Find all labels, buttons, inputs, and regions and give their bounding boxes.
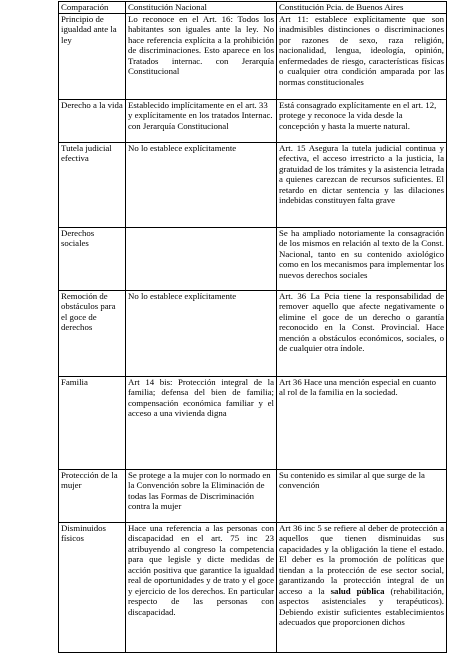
topic-cell: Protección de la mujer (59, 469, 126, 522)
provincial-text: Art 36 inc 5 se refiere al deber de protección a aquellos que tienen disminuidas sus capacidades y la obligación la tiene el estado. El deber es la promoción de políticas que tiendan a la protección de ese sector social, garantizando la protección integral de un acceso a la (279, 522, 444, 596)
nacional-cell: Establecido implícitamente en el art. 33 y explícitamente en los tratados Internac. con Jerarquía Constitucional (126, 99, 277, 142)
provincial-cell: Se ha ampliado notoriamente la consagración de los mismos en relación al texto de la Const. Nacional, tanto en su contenido axiológico como en los mecanismos para implementar los nuevos derechos sociales (277, 227, 447, 290)
topic-cell: Tutela judicial efectiva (59, 142, 126, 227)
provincial-cell: Art. 15 Asegura la tutela judicial continua y efectiva, el acceso irrestricto a la justicia, la gratuidad de los trámites y la asistencia letrada a quienes carezcan de recursos suficientes. El retardo en dictar sentencia y las dilaciones indebidas constituyen falta grave (277, 142, 447, 227)
provincial-cell (277, 522, 447, 652)
table-row (59, 227, 447, 290)
nacional-cell: No lo establece explícitamente (126, 290, 277, 376)
table-row (59, 290, 447, 376)
provincial-cell: Art 36 Hace una mención especial en cuanto al rol de la familia en la sociedad. (277, 376, 447, 469)
bold-term: salud pública (330, 585, 385, 596)
topic-cell: Derechos sociales (59, 227, 126, 290)
table-row (59, 376, 447, 469)
header-cell-provincial: Constitución Pcia. de Buenos Aires (277, 2, 447, 14)
provincial-cell: Art. 36 La Pcia tiene la responsabilidad de remover aquello que afecte negativamente o elimine el goce de un derecho o garantía reconocido en la Const. Provincial. Hace mención a obstáculos económicos, sociales, o de cualquier otra índole. (277, 290, 447, 376)
table-row (59, 142, 447, 227)
topic-cell: Disminuidos físicos (59, 522, 126, 652)
table-row (59, 522, 447, 652)
provincial-cell: Art 11: establece explícitamente que son inadmisibles distinciones o discriminaciones por razones de sexo, raza religión, nacionalidad, lengua, ideología, opinión, enfermedades de riesgo, características físicas o cualquier otra condición amparada por las normas constitucionales (277, 13, 447, 99)
topic-cell: Familia (59, 376, 126, 469)
header-row (59, 2, 447, 14)
provincial-cell: Su contenido es similar al que surge de la convención (277, 469, 447, 522)
nacional-cell (126, 227, 277, 290)
nacional-cell: No lo establece explícitamente (126, 142, 277, 227)
comparison-table (58, 1, 447, 653)
topic-cell: Principio de igualdad ante la ley (59, 13, 126, 99)
nacional-cell: Art 14 bis: Protección integral de la familia; defensa del bien de familia; compensación económica familiar y el acceso a una vivienda digna (126, 376, 277, 469)
table-row (59, 13, 447, 99)
nacional-cell: Lo reconoce en el Art. 16: Todos los habitantes son iguales ante la ley. No hace referencia explícita a la prohibición de discriminaciones. Esto aparece en los Tratados internac. con Jerarquía Constitucional (126, 13, 277, 99)
topic-cell: Derecho a la vida (59, 99, 126, 142)
provincial-text: (rehabilitación, aspectos asistenciales y terapéuticos). Debiendo existir suficientes establecimientos adecuados que proporcionen dichos (279, 585, 444, 627)
table-row (59, 99, 447, 142)
header-cell-comparacion: Comparación (59, 2, 126, 14)
table-row (59, 469, 447, 522)
nacional-cell: Hace una referencia a las personas con discapacidad en el art. 75 inc 23 atribuyendo al congreso la competencia para que legisle y dicte medidas de acción positiva que garantice la igualdad real de oportunidades y de trato y el goce y ejercicio de los derechos. En particular respecto de las personas con discapacidad. (126, 522, 277, 652)
nacional-cell: Se protege a la mujer con lo normado en la Convención sobre la Eliminación de todas las Formas de Discriminación contra la mujer (126, 469, 277, 522)
header-cell-nacional: Constitución Nacional (126, 2, 277, 14)
topic-cell: Remoción de obstáculos para el goce de derechos (59, 290, 126, 376)
provincial-cell: Está consagrado explícitamente en el art. 12, protege y reconoce la vida desde la concepción y hasta la muerte natural. (277, 99, 447, 142)
